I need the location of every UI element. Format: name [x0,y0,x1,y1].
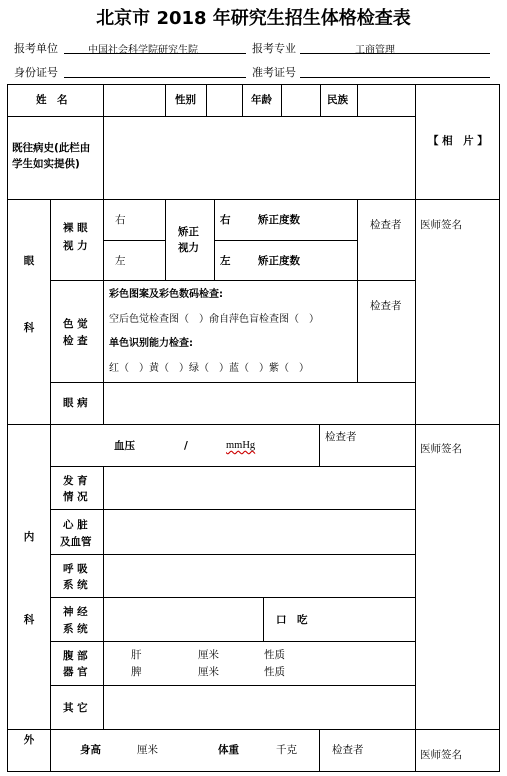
naked-right-field[interactable] [103,199,166,241]
color-test-question-1: 彩色图案及彩色数码检查: [109,289,223,300]
corrected-vision-label-2: 视力 [178,242,199,254]
liver-cm-label: 厘米 [198,649,219,661]
weight-label: 体重 [218,744,239,756]
color-vision-label-2: 检 查 [63,335,88,347]
history-label-line2: 学生如实提供) [12,158,80,170]
abdomen-label-2: 器 官 [63,666,88,678]
eye-disease-field[interactable] [103,382,416,425]
history-field[interactable] [103,116,416,200]
corrected-left-label: 左 [220,255,231,267]
development-field[interactable] [103,466,416,510]
eye-examiner-label-1: 检查者 [370,219,402,231]
corrected-vision-label-1: 矫正 [178,226,199,238]
correction-degree-left: 矫正度数 [258,255,300,267]
ticket-field[interactable] [300,77,490,78]
external-section-label: 外 [23,734,35,746]
other-label: 其 它 [63,702,88,714]
development-label-1: 发 育 [63,475,88,487]
gender-field[interactable] [206,84,243,117]
unit-value[interactable]: 中国社会科学院研究生院 [88,45,198,56]
ticket-label: 准考证号 [252,66,296,79]
age-label: 年龄 [251,94,272,106]
spleen-label: 脾 [131,666,142,678]
eye-examiner-label-2: 检查者 [370,300,402,312]
ethnicity-label: 民族 [327,94,348,106]
naked-left-label: 左 [115,255,126,267]
external-doctor-sign-label: 医师签名 [420,749,462,761]
eye-doctor-sign-label: 医师签名 [420,219,462,231]
heart-label-1: 心 脏 [63,519,88,531]
history-label-line1: 既往病史(此栏由 [12,142,91,154]
color-test-options-2[interactable]: 红（ ）黄（ ）绿（ ）蓝（ ）紫（ ） [109,363,309,374]
internal-section-label-1: 内 [23,531,35,543]
respiratory-label-2: 系 统 [63,579,88,591]
internal-doctor-sign-label: 医师签名 [420,443,462,455]
naked-left-field[interactable] [103,240,166,281]
naked-vision-label-1: 裸 眼 [63,222,88,234]
internal-examiner-label: 检查者 [325,431,357,443]
bp-unit: mmHg [226,440,256,451]
respiratory-label-1: 呼 吸 [63,563,88,575]
nerve-field[interactable] [103,597,264,642]
development-label-2: 情 况 [63,491,88,503]
respiratory-field[interactable] [103,554,416,598]
color-vision-label-1: 色 觉 [63,318,88,330]
heart-field[interactable] [103,509,416,555]
spleen-cm-label: 厘米 [198,666,219,678]
liver-label: 肝 [131,649,142,661]
major-value[interactable]: 工商管理 [355,45,395,56]
stutter-label: 口 吃 [276,614,308,626]
corrected-right-label: 右 [220,214,231,226]
weight-unit: 千克 [276,744,297,756]
correction-degree-right: 矫正度数 [258,214,300,226]
form-title: 北京市 2018 年研究生招生体格检查表 [96,8,411,29]
color-test-question-2: 单色识别能力检查: [109,338,193,349]
gender-label: 性别 [175,94,196,106]
eye-section-label-1: 眼 [23,255,35,267]
eye-section-label-2: 科 [23,322,35,334]
abdomen-label-1: 腹 部 [63,650,88,662]
id-label: 身份证号 [14,66,58,79]
external-examiner-label: 检查者 [332,744,364,756]
ethnicity-field[interactable] [357,84,416,117]
internal-section-label-2: 科 [23,614,35,626]
bp-separator: / [184,440,188,452]
photo-placeholder: 【 相 片 】 [428,135,488,147]
major-label: 报考专业 [252,42,296,55]
other-field[interactable] [103,685,416,730]
height-label: 身高 [80,744,101,756]
name-field[interactable] [103,84,166,117]
nerve-label-1: 神 经 [63,606,88,618]
heart-label-2: 及血管 [60,536,92,548]
bp-label: 血压 [114,440,135,452]
liver-texture-label: 性质 [264,649,285,661]
naked-right-label: 右 [115,214,126,226]
eye-disease-label: 眼 病 [63,397,88,409]
name-label: 姓 名 [36,94,68,106]
id-field[interactable] [64,77,246,78]
nerve-label-2: 系 统 [63,623,88,635]
unit-label: 报考单位 [14,42,58,55]
spleen-texture-label: 性质 [264,666,285,678]
naked-vision-label-2: 视 力 [63,240,88,252]
major-underline [300,53,490,54]
height-unit: 厘米 [137,744,158,756]
age-field[interactable] [281,84,321,117]
color-test-options-1[interactable]: 空后色觉检查图（ ）俞自萍色盲检查图（ ） [109,314,319,325]
